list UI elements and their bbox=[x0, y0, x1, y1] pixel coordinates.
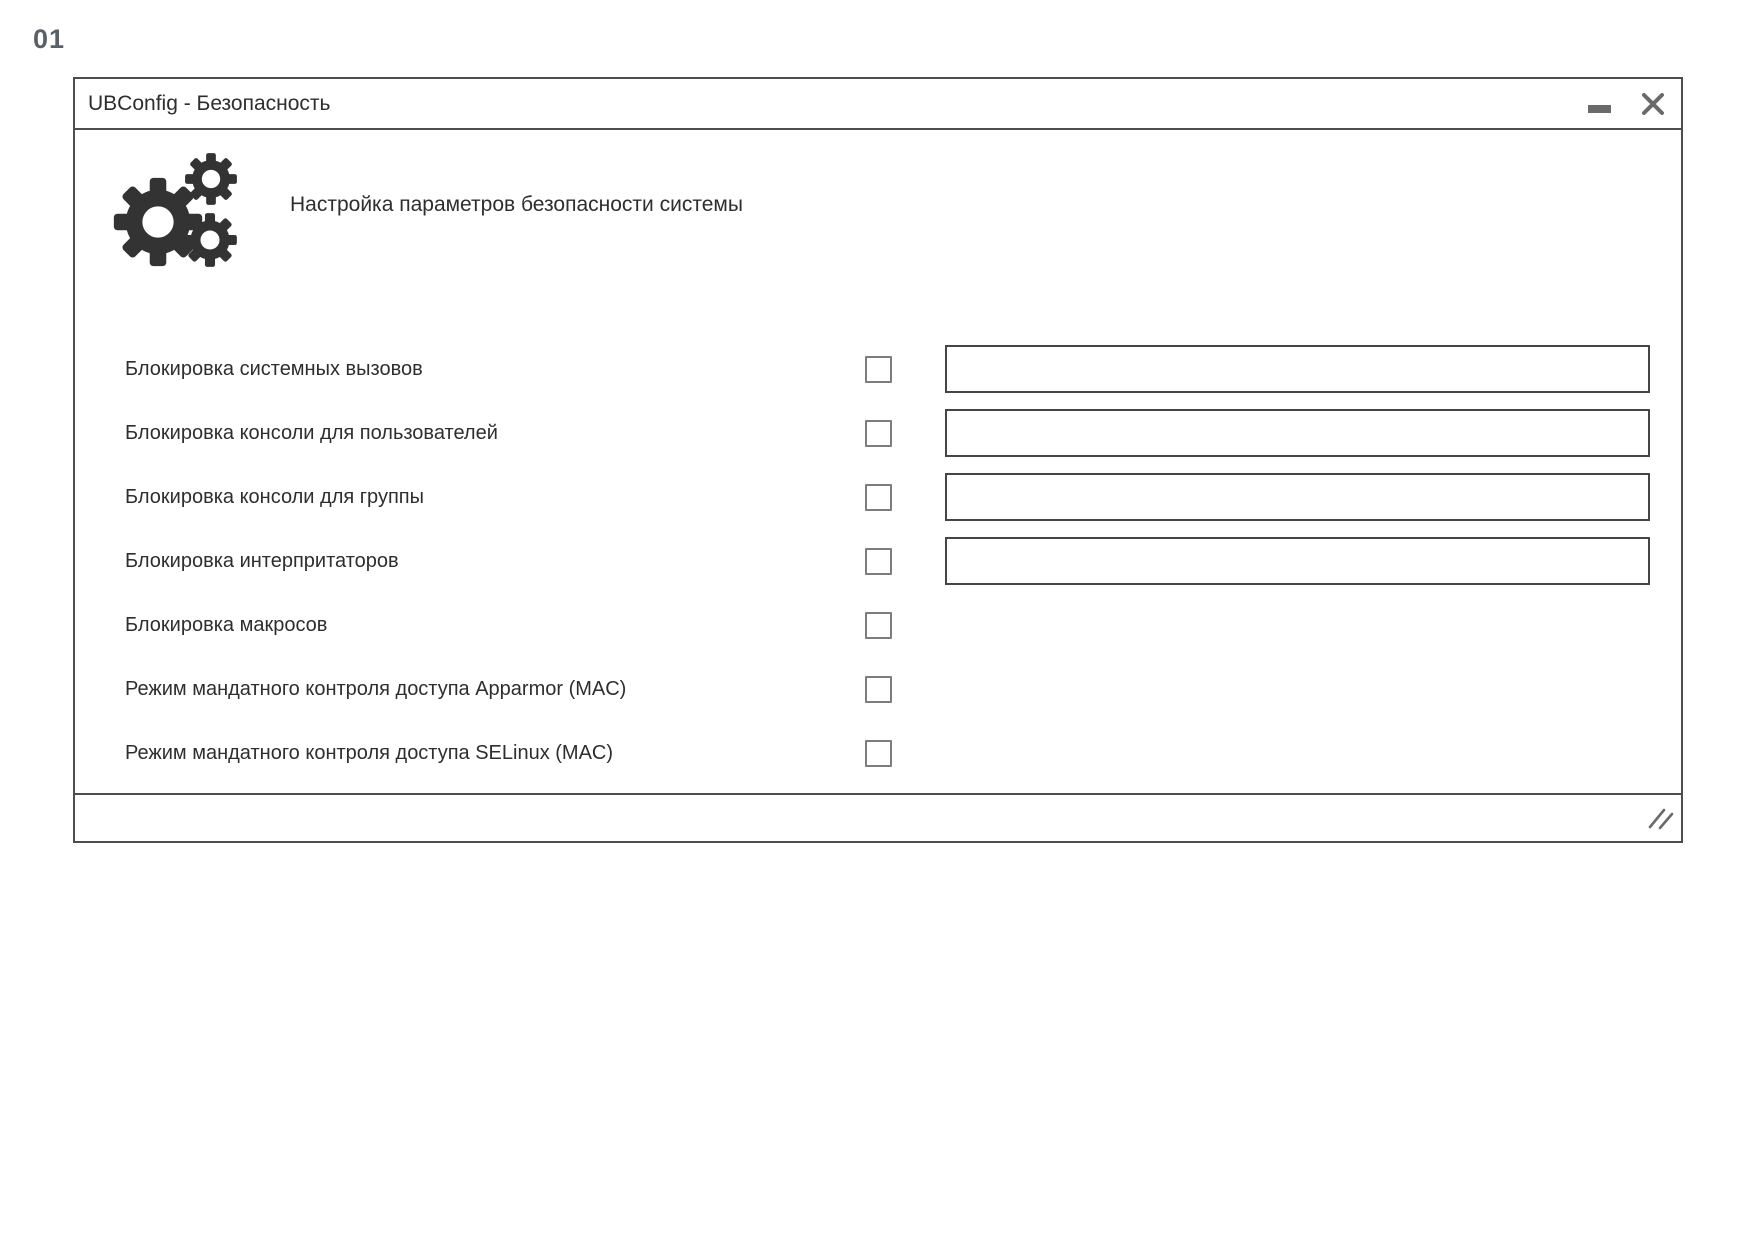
setting-label: Блокировка макросов bbox=[125, 613, 328, 636]
dialog-content bbox=[75, 130, 1681, 789]
resize-grip-icon[interactable] bbox=[1647, 806, 1675, 835]
setting-checkbox[interactable] bbox=[865, 420, 892, 447]
settings-row bbox=[125, 473, 1650, 521]
setting-checkbox[interactable] bbox=[865, 484, 892, 511]
window-controls bbox=[1588, 90, 1665, 118]
settings-row bbox=[125, 601, 1650, 649]
settings-row bbox=[125, 345, 1650, 393]
settings-row bbox=[125, 409, 1650, 457]
setting-label: Блокировка интерпритаторов bbox=[125, 549, 399, 572]
setting-label: Режим мандатного контроля доступа Apparmor (MAC) bbox=[125, 677, 627, 700]
setting-label: Режим мандатного контроля доступа SELinux (MAC) bbox=[125, 741, 614, 764]
minimize-button[interactable] bbox=[1588, 90, 1611, 118]
minimize-icon bbox=[1588, 105, 1611, 113]
close-icon bbox=[1641, 92, 1665, 116]
setting-checkbox[interactable] bbox=[865, 548, 892, 575]
setting-label: Блокировка консоли для пользователей bbox=[125, 421, 498, 444]
dialog-heading: Настройка параметров безопасности системы bbox=[290, 193, 743, 216]
setting-checkbox[interactable] bbox=[865, 356, 892, 383]
setting-text-input[interactable] bbox=[945, 473, 1650, 521]
settings-rows bbox=[75, 345, 1681, 793]
setting-text-input[interactable] bbox=[945, 345, 1650, 393]
window-title: UBConfig - Безопасность bbox=[88, 91, 331, 115]
status-bar bbox=[75, 793, 1681, 841]
setting-checkbox[interactable] bbox=[865, 676, 892, 703]
setting-label: Блокировка консоли для группы bbox=[125, 485, 424, 508]
setting-label: Блокировка системных вызовов bbox=[125, 357, 423, 380]
gears-icon bbox=[108, 150, 240, 272]
settings-row bbox=[125, 729, 1650, 777]
setting-checkbox[interactable] bbox=[865, 740, 892, 767]
settings-row bbox=[125, 665, 1650, 713]
window-titlebar bbox=[75, 79, 1681, 130]
setting-text-input[interactable] bbox=[945, 409, 1650, 457]
app-window bbox=[73, 77, 1683, 843]
close-button[interactable] bbox=[1641, 90, 1665, 118]
settings-row bbox=[125, 537, 1650, 585]
slide-number: 01 bbox=[33, 24, 66, 54]
setting-text-input[interactable] bbox=[945, 537, 1650, 585]
setting-checkbox[interactable] bbox=[865, 612, 892, 639]
